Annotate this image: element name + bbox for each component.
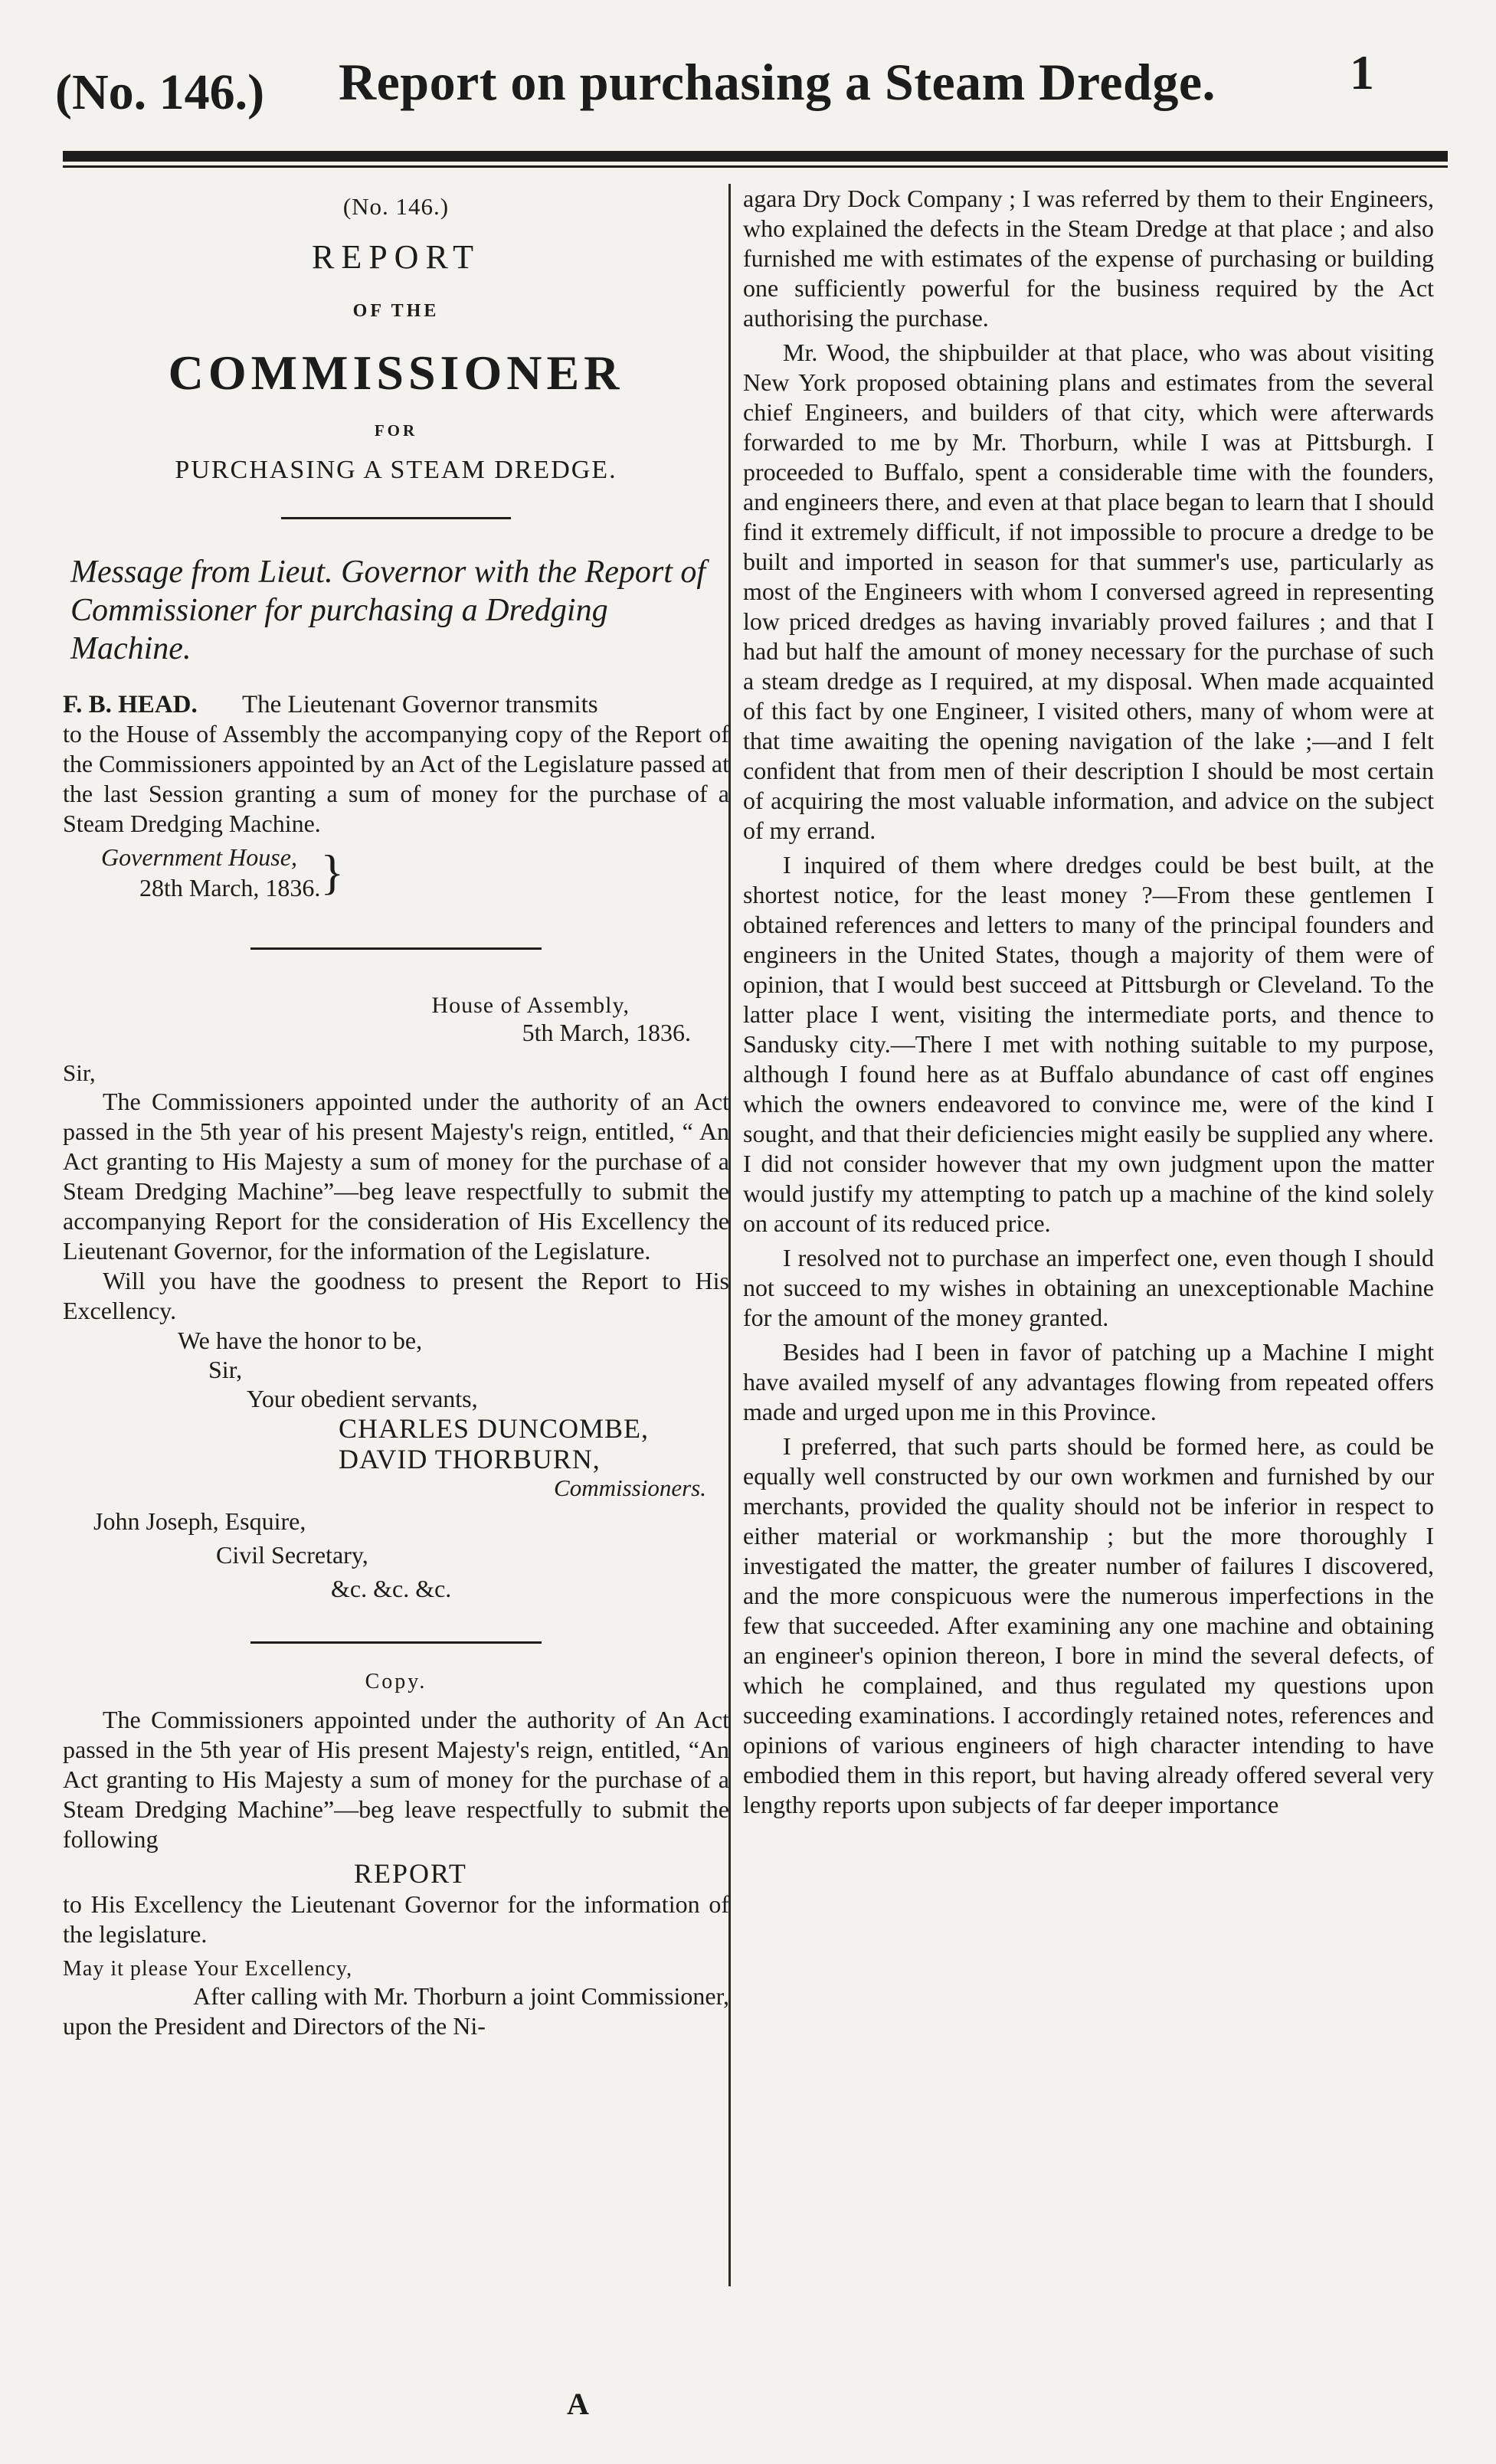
section-rule [250,947,542,950]
document-number: (No. 146.) [55,64,265,120]
to-excellency-paragraph: to His Excellency the Lieutenant Governor for the information of the legislature. [63,1890,729,1948]
of-the-heading: OF THE [352,301,440,321]
fb-head-block [63,691,729,719]
addressee-etc: &c. &c. &c. [331,1575,452,1602]
copy-heading: Copy. [365,1670,427,1693]
header-thick-rule [63,151,1448,162]
government-house: Government House, [101,843,297,871]
right-column [722,178,1442,1820]
closing-servants: Your obedient servants, [247,1385,478,1412]
fb-head-name: F. B. HEAD. [63,691,198,718]
after-calling-paragraph: After calling with Mr. Thorburn a joint Commissioner, upon the President and Directors of the Ni- [63,1982,729,2040]
may-it-please: May it please Your Excellency, [63,1957,353,1981]
report-heading: REPORT [311,238,481,276]
header-thin-rule [63,165,1448,168]
running-head [47,37,1396,121]
commissioners-label: Commissioners. [554,1474,706,1501]
present-paragraph: Will you have the goodness to present the Report to His Excellency. [63,1267,729,1324]
report-subheading: REPORT [354,1858,467,1889]
transmit-lead: The Lieutenant Governor transmits [241,691,598,718]
letter-paragraph: The Commissioners appointed under the authority of an Act passed in the 5th year of his present Majesty's reign, entitled, “ An Act granting to His Majesty a sum of money for the purchase of a Steam Dredging Machine”—beg leave respectfully to submit the accompanying Report for the consideration of His Excellency the Lieutenant Governor, for the information of the Legislature. [63,1088,729,1265]
right-paragraph-5: Besides had I been in favor of patching up a Machine I might have availed myself of any advantages flowing from repeated offers made and urged upon me in this Province. [743,1338,1434,1425]
right-paragraph-1: agara Dry Dock Company ; I was referred by them to their Engineers, who explained the defects in the Steam Dredge at that place ; and also furnished me with estimates of the expense of purchasing or building one sufficiently powerful for the business required by the Act authorising the purchase. [743,185,1434,332]
closing-honor: We have the honor to be, [178,1327,423,1354]
house-of-assembly: House of Assembly, [431,993,630,1018]
transmit-paragraph: to the House of Assembly the accompanying copy of the Report of the Commissioners appointed by an Act of the Legislature passed at the last Session granting a sum of money for the purchase of a Steam Dredging Machine. [63,720,729,837]
message-heading: Message from Lieut. Governor with the Report of Commissioner for purchasing a Dredging Machine. [70,555,706,666]
commissioner-heading: COMMISSIONER [168,345,624,400]
signer-thorburn: DAVID THORBURN, [339,1444,601,1474]
right-paragraph-6: I preferred, that such parts should be formed here, as could be equally well constructed by our own workmen and furnished by our merchants, provided the quality should not be inferior in respect to either material or workmanship ; but the more thoroughly I investigated the matter, the greater number of failures I discovered, and the more conspicuous were the numerous imperfections in the few that succeeded. After examining any one machine and obtaining an engineer's opinion thereon, I bore in mind the several defects, of which he complained, and thus regulated my questions upon succeeding examinations. I accordingly retained notes, references and opinions of various engineers of high character intending to have embodied them in this report, but having already offered several very lengthy reports upon subjects of far deeper importance [743,1432,1434,1818]
government-house-block [63,842,729,903]
addressee-name: John Joseph, Esquire, [93,1507,306,1535]
purchasing-heading: PURCHASING A STEAM DREDGE. [175,456,617,484]
signer-duncombe: CHARLES DUNCOMBE, [339,1413,650,1444]
closing-sir: Sir, [208,1356,243,1383]
brace-glyph: } [320,845,345,899]
left-column [63,178,729,2041]
house-date: 5th March, 1836. [522,1019,691,1046]
section-rule [281,517,511,519]
copy-paragraph: The Commissioners appointed under the authority of An Act passed in the 5th year of His present Majesty's reign, entitled, “An Act granting to His Majesty a sum of money for the purchase of a Steam Dredging Machine”—beg leave respectfully to submit the following [63,1706,729,1853]
salutation: Sir, [63,1059,96,1086]
signature-mark: A [567,2387,589,2421]
left-doc-number: (No. 146.) [342,193,450,220]
right-paragraph-4: I resolved not to purchase an imperfect one, even though I should not succeed to my wishes in obtaining an unexceptionable Machine for the amount of the money granted. [743,1244,1434,1331]
right-paragraph-2: Mr. Wood, the shipbuilder at that place, who was about visiting New York proposed obtaining plans and estimates from the several chief Engineers, and builders of that city, which were afterwards forwarded to me by Mr. Thorburn, while I was at Pittsburgh. I proceeded to Buffalo, spent a considerable time with the founders, and engineers there, and even at that place began to learn that I should find it extremely difficult, if not impossible to procure a dredge to be built and imported in season for that summer's use, particularly as most of the Engineers with whom I conversed agreed in representing low priced dredges as having invariably proved failures ; and that I had but half the amount of money necessary for the purchase of such a steam dredge as I required, at my disposal. When made acquainted of this fact by one Engineer, I visited others, many of whom were at that time awaiting the opening navigation of the lake ;—and I felt confident that from men of their description I should be most certain of acquiring the most valuable information, and advice on the subject of my errand. [743,339,1434,844]
right-paragraph-3: I inquired of them where dredges could be best built, at the shortest notice, for the least money ?—From these gentlemen I obtained references and letters to many of the principal founders and engineers in the United States, though a majority of them were of opinion, that I would best succeed at Pittsburgh or Cleveland. To the latter place I went, visiting the intermediate ports, and thence to Sandusky city.—There I met with nothing suitable to my purpose, although I found here as at Buffalo abundance of cast off engines which the owners endeavored to convince me, were of the kind I sought, and that their deficiencies might easily be supplied any where. I did not consider however that my own judgment upon the matter would justify my attempting to patch up a machine of the kind solely on account of its reduced price. [743,851,1434,1237]
addressee-title: Civil Secretary, [216,1541,368,1569]
running-title: Report on purchasing a Steam Dredge. [339,53,1216,111]
for-heading: FOR [374,421,418,440]
section-rule [250,1641,542,1644]
government-house-date: 28th March, 1836. [139,874,321,902]
page-number: 1 [1350,45,1374,100]
